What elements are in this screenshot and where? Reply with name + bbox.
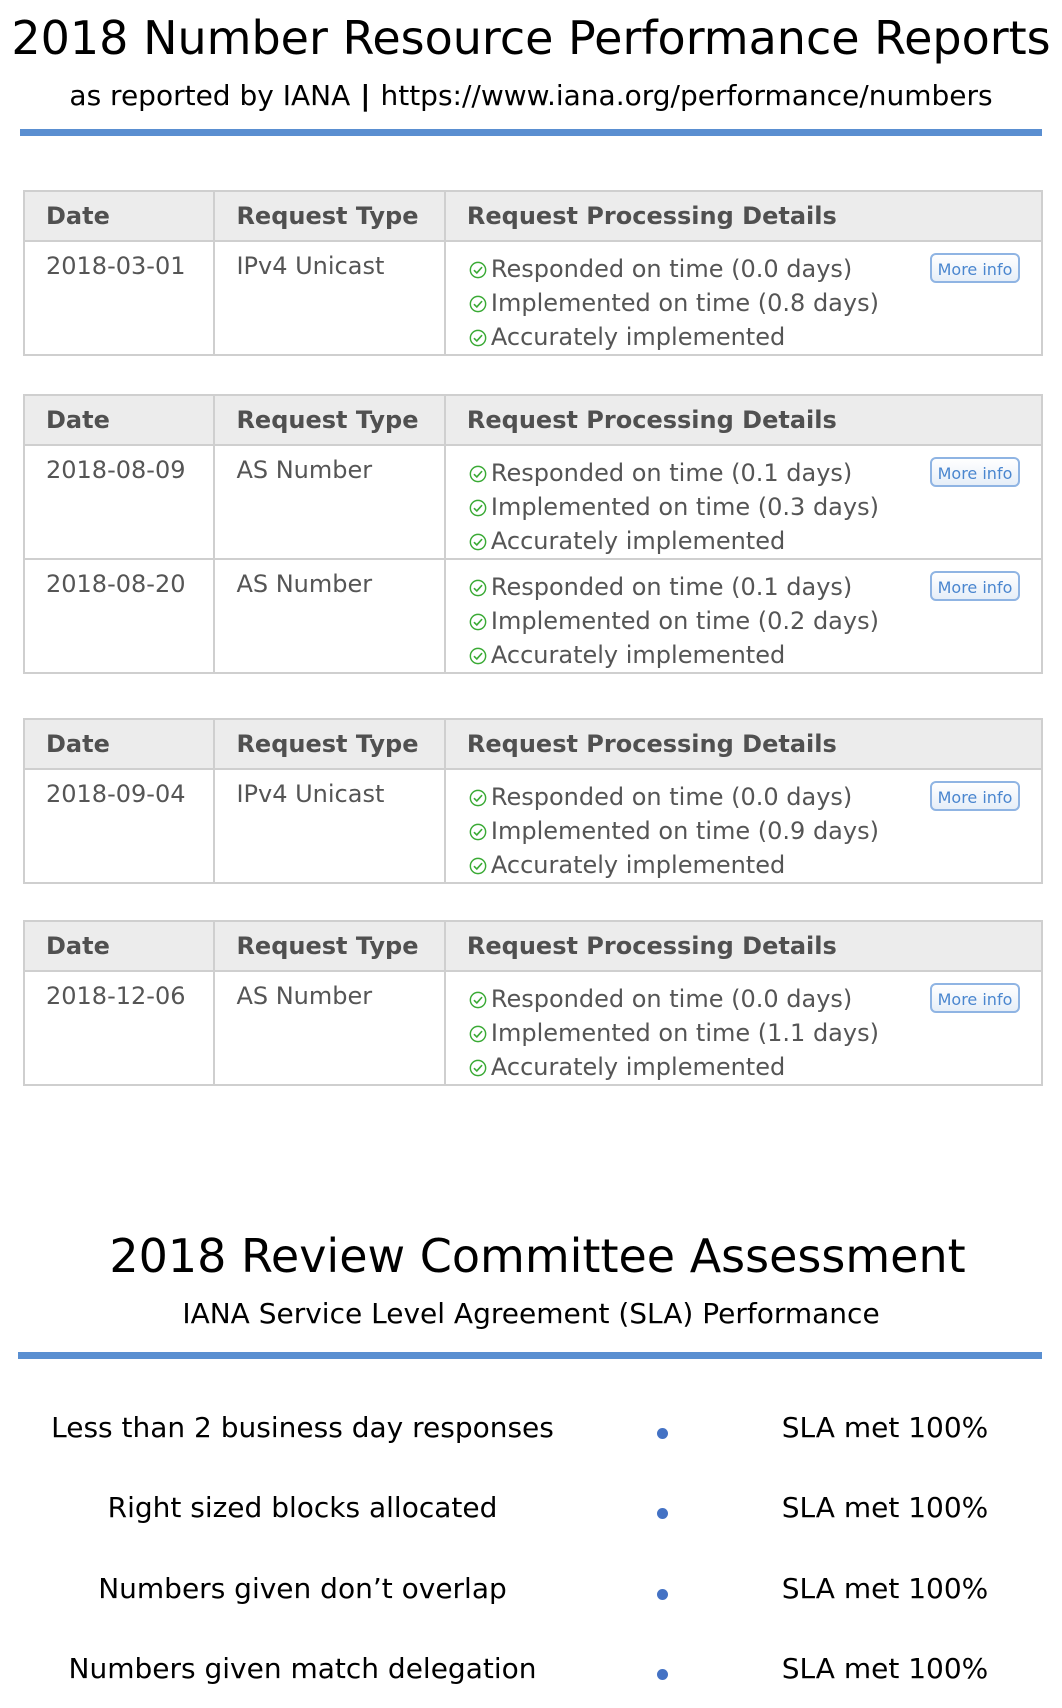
sla-criterion: Numbers given match delegation <box>68 1652 537 1685</box>
report-table <box>23 718 1043 884</box>
check-circle-icon <box>469 499 487 517</box>
detail-line <box>469 848 1041 882</box>
report-title: 2018 Number Resource Performance Reports <box>11 11 1051 65</box>
subtitle-source: as reported by IANA <box>69 79 351 112</box>
detail-line <box>469 320 1041 354</box>
bullet-dot-icon <box>657 1669 668 1680</box>
header-details: Request Processing Details <box>445 395 1042 445</box>
check-circle-icon <box>469 261 487 279</box>
detail-line <box>469 1050 1041 1084</box>
detail-text: Accurately implemented <box>490 527 786 555</box>
sla-item <box>0 1569 1062 1609</box>
check-circle-icon <box>469 465 487 483</box>
date-cell: 2018-09-04 <box>24 769 214 883</box>
sla-criterion: Less than 2 business day responses <box>51 1411 554 1444</box>
detail-text: Responded on time (0.0 days) <box>490 985 853 1013</box>
date-cell: 2018-08-20 <box>24 559 214 673</box>
detail-line <box>469 604 1041 638</box>
detail-text: Implemented on time (0.2 days) <box>490 607 879 635</box>
sla-item <box>0 1488 1062 1528</box>
header-divider <box>20 129 1042 136</box>
subtitle-url[interactable]: https://www.iana.org/performance/numbers <box>380 79 993 112</box>
sla-criterion: Numbers given don’t overlap <box>98 1572 507 1605</box>
check-circle-icon <box>469 1059 487 1077</box>
header-details: Request Processing Details <box>445 191 1042 241</box>
date-cell: 2018-03-01 <box>24 241 214 355</box>
detail-text: Implemented on time (0.3 days) <box>490 493 879 521</box>
header-date: Date <box>24 395 214 445</box>
more-info-button[interactable]: More info <box>930 571 1020 601</box>
header-date: Date <box>24 191 214 241</box>
sla-result: SLA met 100% <box>781 1411 989 1444</box>
more-info-button[interactable]: More info <box>930 457 1020 487</box>
table-row <box>24 769 1042 883</box>
table-row <box>24 559 1042 673</box>
detail-line <box>469 286 1041 320</box>
header-date: Date <box>24 719 214 769</box>
check-circle-icon <box>469 295 487 313</box>
subtitle-separator: | <box>360 79 371 112</box>
sla-item <box>0 1408 1062 1448</box>
check-circle-icon <box>469 329 487 347</box>
details-cell <box>445 971 1042 1085</box>
assessment-divider <box>18 1352 1042 1359</box>
check-circle-icon <box>469 1025 487 1043</box>
report-table <box>23 190 1043 356</box>
detail-text: Accurately implemented <box>490 641 786 669</box>
sla-result: SLA met 100% <box>781 1572 989 1605</box>
sla-result: SLA met 100% <box>781 1491 989 1524</box>
request-type-cell: AS Number <box>214 559 444 673</box>
request-type-cell: AS Number <box>214 971 444 1085</box>
header-request-type: Request Type <box>214 395 444 445</box>
detail-text: Accurately implemented <box>490 851 786 879</box>
check-circle-icon <box>469 857 487 875</box>
check-circle-icon <box>469 533 487 551</box>
table-row <box>24 445 1042 559</box>
details-cell <box>445 559 1042 673</box>
assessment-title: 2018 Review Committee Assessment <box>109 1229 966 1283</box>
table-row <box>24 971 1042 1085</box>
sla-item <box>0 1649 1062 1689</box>
detail-text: Responded on time (0.0 days) <box>490 783 853 811</box>
detail-line <box>469 490 1041 524</box>
bullet-dot-icon <box>657 1508 668 1519</box>
assessment-subtitle: IANA Service Level Agreement (SLA) Performance <box>182 1297 880 1330</box>
details-cell <box>445 769 1042 883</box>
report-subtitle <box>0 78 1062 114</box>
check-circle-icon <box>469 647 487 665</box>
more-info-button[interactable]: More info <box>930 253 1020 283</box>
detail-text: Accurately implemented <box>490 323 786 351</box>
table-row <box>24 241 1042 355</box>
header-details: Request Processing Details <box>445 719 1042 769</box>
check-circle-icon <box>469 613 487 631</box>
request-type-cell: IPv4 Unicast <box>214 241 444 355</box>
details-cell <box>445 241 1042 355</box>
bullet-dot-icon <box>657 1589 668 1600</box>
header-request-type: Request Type <box>214 191 444 241</box>
check-circle-icon <box>469 579 487 597</box>
header-date: Date <box>24 921 214 971</box>
sla-result: SLA met 100% <box>781 1652 989 1685</box>
detail-line <box>469 814 1041 848</box>
more-info-button[interactable]: More info <box>930 983 1020 1013</box>
detail-text: Implemented on time (0.8 days) <box>490 289 879 317</box>
detail-line <box>469 1016 1041 1050</box>
detail-text: Implemented on time (0.9 days) <box>490 817 879 845</box>
detail-line <box>469 638 1041 672</box>
check-circle-icon <box>469 823 487 841</box>
detail-text: Accurately implemented <box>490 1053 786 1081</box>
detail-text: Responded on time (0.0 days) <box>490 255 853 283</box>
header-request-type: Request Type <box>214 921 444 971</box>
detail-text: Responded on time (0.1 days) <box>490 573 853 601</box>
header-request-type: Request Type <box>214 719 444 769</box>
bullet-dot-icon <box>657 1428 668 1439</box>
detail-line <box>469 524 1041 558</box>
request-type-cell: AS Number <box>214 445 444 559</box>
check-circle-icon <box>469 991 487 1009</box>
detail-text: Responded on time (0.1 days) <box>490 459 853 487</box>
header-details: Request Processing Details <box>445 921 1042 971</box>
date-cell: 2018-12-06 <box>24 971 214 1085</box>
date-cell: 2018-08-09 <box>24 445 214 559</box>
details-cell <box>445 445 1042 559</box>
detail-text: Implemented on time (1.1 days) <box>490 1019 879 1047</box>
check-circle-icon <box>469 789 487 807</box>
more-info-button[interactable]: More info <box>930 781 1020 811</box>
report-table <box>23 920 1043 1086</box>
sla-criterion: Right sized blocks allocated <box>107 1491 498 1524</box>
request-type-cell: IPv4 Unicast <box>214 769 444 883</box>
report-table <box>23 394 1043 674</box>
